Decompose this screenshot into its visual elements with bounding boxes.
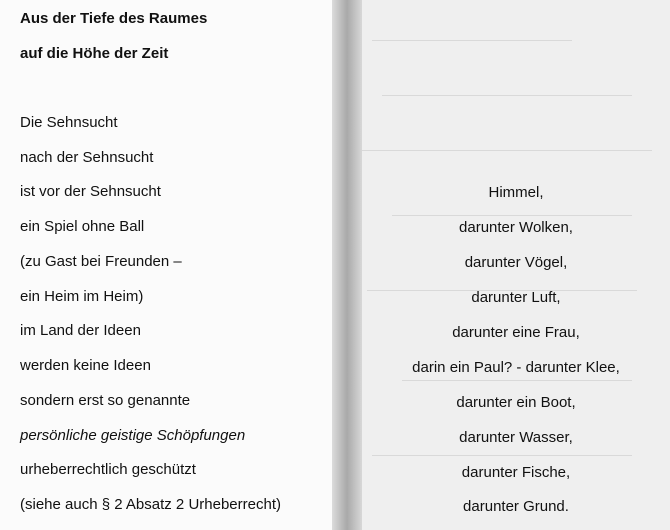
poem-line: im Land der Ideen xyxy=(20,322,141,339)
right-poem-line: darunter Wasser, xyxy=(459,429,573,446)
right-poem-line: Himmel, xyxy=(488,184,544,201)
right-poem-line: darunter Luft, xyxy=(471,289,561,306)
poem-title-line-1: Aus der Tiefe des Raumes xyxy=(20,10,208,27)
poem-title-line-2: auf die Höhe der Zeit xyxy=(20,45,169,62)
right-poem-line: darin ein Paul? - darunter Klee, xyxy=(412,359,620,376)
poem-line: sondern erst so genannte xyxy=(20,392,191,409)
right-poem-line: darunter Fische, xyxy=(461,464,571,481)
poem-line: (siehe auch § 2 Absatz 2 Urheberrecht) xyxy=(20,496,281,513)
poem-line: ist vor der Sehnsucht xyxy=(20,183,161,200)
right-poem-line: darunter Vögel, xyxy=(464,254,568,271)
poem-line-italic: persönliche geistige Schöpfungen xyxy=(20,427,246,444)
book-gutter xyxy=(332,0,362,530)
poem-line: Die Sehnsucht xyxy=(20,114,118,131)
right-poem-line: darunter Grund. xyxy=(463,498,569,515)
right-poem-line: darunter Wolken, xyxy=(459,219,573,236)
poem-line: urheberrechtlich geschützt xyxy=(20,461,196,478)
poem-line: nach der Sehnsucht xyxy=(20,149,154,166)
right-poem-line: darunter eine Frau, xyxy=(452,324,580,341)
poem-line: ein Heim im Heim) xyxy=(20,288,144,305)
poem-line: ein Spiel ohne Ball xyxy=(20,218,145,235)
poem-line: werden keine Ideen xyxy=(20,357,151,374)
right-poem-line: darunter ein Boot, xyxy=(456,394,576,411)
poem-line: (zu Gast bei Freunden – xyxy=(20,253,182,270)
